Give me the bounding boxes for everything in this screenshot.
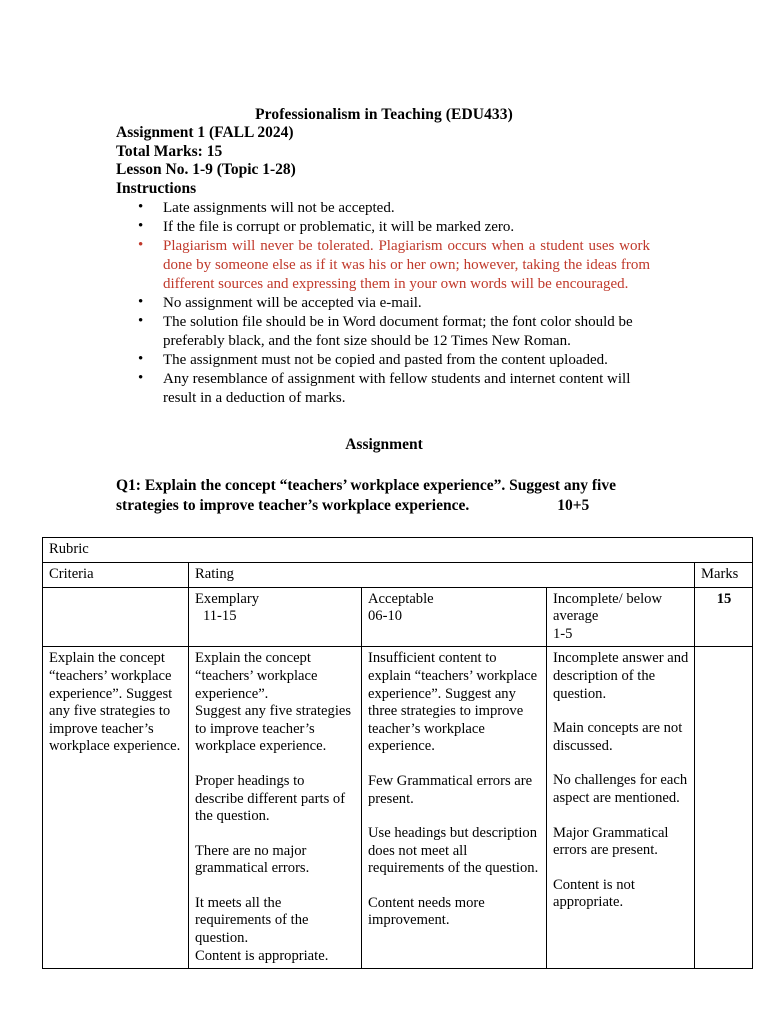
rubric-table: [42, 537, 753, 969]
level-acceptable: [362, 587, 547, 647]
level-incomplete: [547, 587, 695, 647]
instruction-item: [116, 351, 652, 370]
incomplete-para: Main concepts are not discussed.: [553, 720, 683, 754]
document-body: [116, 105, 652, 515]
acceptable-para: Use headings but description does not meet all requirements of the question.: [368, 825, 539, 877]
instruction-item: [116, 218, 652, 237]
instruction-item: [116, 294, 652, 313]
acceptable-para: Few Grammatical errors are present.: [368, 772, 533, 807]
incomplete-para: Major Grammatical errors are present.: [553, 824, 669, 859]
question-text: Q1: Explain the concept “teachers’ workplace experience”. Suggest any five strategies to improve teacher’s workplace experience.: [116, 477, 616, 514]
acceptable-para: Content needs more improvement.: [368, 894, 485, 929]
total-marks-value: 15: [695, 587, 753, 647]
incomplete-para: Content is not appropriate.: [553, 876, 635, 911]
rubric-table-container: [42, 537, 752, 969]
meta-assignment-line: Assignment 1 (FALL 2024): [116, 124, 294, 141]
instruction-item: [116, 199, 652, 218]
exemplary-para: Proper headings to describe different parts of the question.: [195, 772, 346, 825]
bullet-icon: •: [138, 294, 144, 311]
header-rating: Rating: [189, 562, 695, 587]
bullet-icon: •: [138, 313, 144, 330]
exemplary-para: Explain the concept “teachers’ workplace experience”.: [195, 650, 318, 702]
exemplary-para: It meets all the requirements of the question.: [195, 894, 309, 947]
bullet-icon: •: [138, 237, 144, 254]
instruction-text: The assignment must not be copied and pasted from the content uploaded.: [163, 352, 608, 369]
rubric-title-cell: Rubric: [43, 538, 753, 563]
question-marks: 10+5: [557, 496, 590, 514]
table-row-headers: [43, 562, 753, 587]
criteria-description-cell: [43, 647, 189, 969]
incomplete-description-cell: [547, 647, 695, 969]
bullet-icon: •: [138, 218, 144, 235]
incomplete-para: No challenges for each aspect are mentioned.: [553, 772, 688, 806]
level-acceptable-name: Acceptable: [368, 590, 434, 607]
exemplary-para: Suggest any five strategies to improve teacher’s workplace experience.: [195, 703, 352, 755]
page-title: Professionalism in Teaching (EDU433): [255, 106, 513, 123]
instruction-text: If the file is corrupt or problematic, it will be marked zero.: [163, 219, 515, 236]
level-acceptable-range: 06-10: [368, 608, 403, 625]
table-row-title: [43, 538, 753, 563]
exemplary-description-cell: [189, 647, 362, 969]
header-marks: Marks: [695, 562, 753, 587]
level-incomplete-name: Incomplete/ below average: [553, 590, 663, 625]
instruction-text: Plagiarism will never be tolerated. Plagiarism occurs when a student uses work done by someone else as if it was his or her own; however, taking the ideas from different sources and expressing them in your own words will be encouraged.: [163, 238, 650, 293]
bullet-icon: •: [138, 370, 144, 387]
instructions-list: [116, 199, 652, 408]
bullet-icon: •: [138, 199, 144, 216]
acceptable-description-cell: [362, 647, 547, 969]
acceptable-para: Insufficient content to explain “teachers’ workplace experience”. Suggest any three strategies to improve teacher’s workplace experience.: [368, 650, 538, 755]
instruction-text: Any resemblance of assignment with fellow students and internet content will result in a deduction of marks.: [163, 371, 631, 407]
instruction-item: [116, 313, 652, 351]
levels-criteria-blank: [43, 587, 189, 647]
instruction-text: Late assignments will not be accepted.: [163, 200, 395, 217]
incomplete-para: Incomplete answer and description of the question.: [553, 650, 689, 702]
meta-total-marks-line: Total Marks: 15: [116, 142, 223, 160]
exemplary-para: There are no major grammatical errors.: [195, 842, 310, 877]
meta-lesson-line: Lesson No. 1-9 (Topic 1-28): [116, 161, 296, 179]
instruction-text: The solution file should be in Word document format; the font color should be preferably black, and the font size should be 12 Times New Roman.: [163, 314, 633, 350]
table-row-levels: [43, 587, 753, 647]
bullet-icon: •: [138, 351, 144, 368]
table-row-descriptors: [43, 647, 753, 969]
question-q1: [116, 476, 652, 515]
meta-instructions-heading: Instructions: [116, 179, 197, 197]
instruction-item: [116, 370, 652, 408]
level-exemplary-name: Exemplary: [195, 590, 260, 607]
header-criteria: Criteria: [43, 562, 189, 587]
level-exemplary-range: 11-15: [203, 608, 237, 625]
level-exemplary: [189, 587, 362, 647]
assignment-heading: Assignment: [345, 436, 423, 454]
instruction-item-plagiarism: [116, 237, 652, 294]
criteria-description-text: Explain the concept “teachers’ workplace experience”. Suggest any five strategies to improve teacher’s workplace experience.: [49, 650, 181, 755]
marks-blank-cell: [695, 647, 753, 969]
level-incomplete-range: 1-5: [553, 625, 573, 642]
exemplary-para: Content is appropriate.: [195, 947, 329, 964]
instruction-text: No assignment will be accepted via e-mail.: [163, 295, 422, 312]
